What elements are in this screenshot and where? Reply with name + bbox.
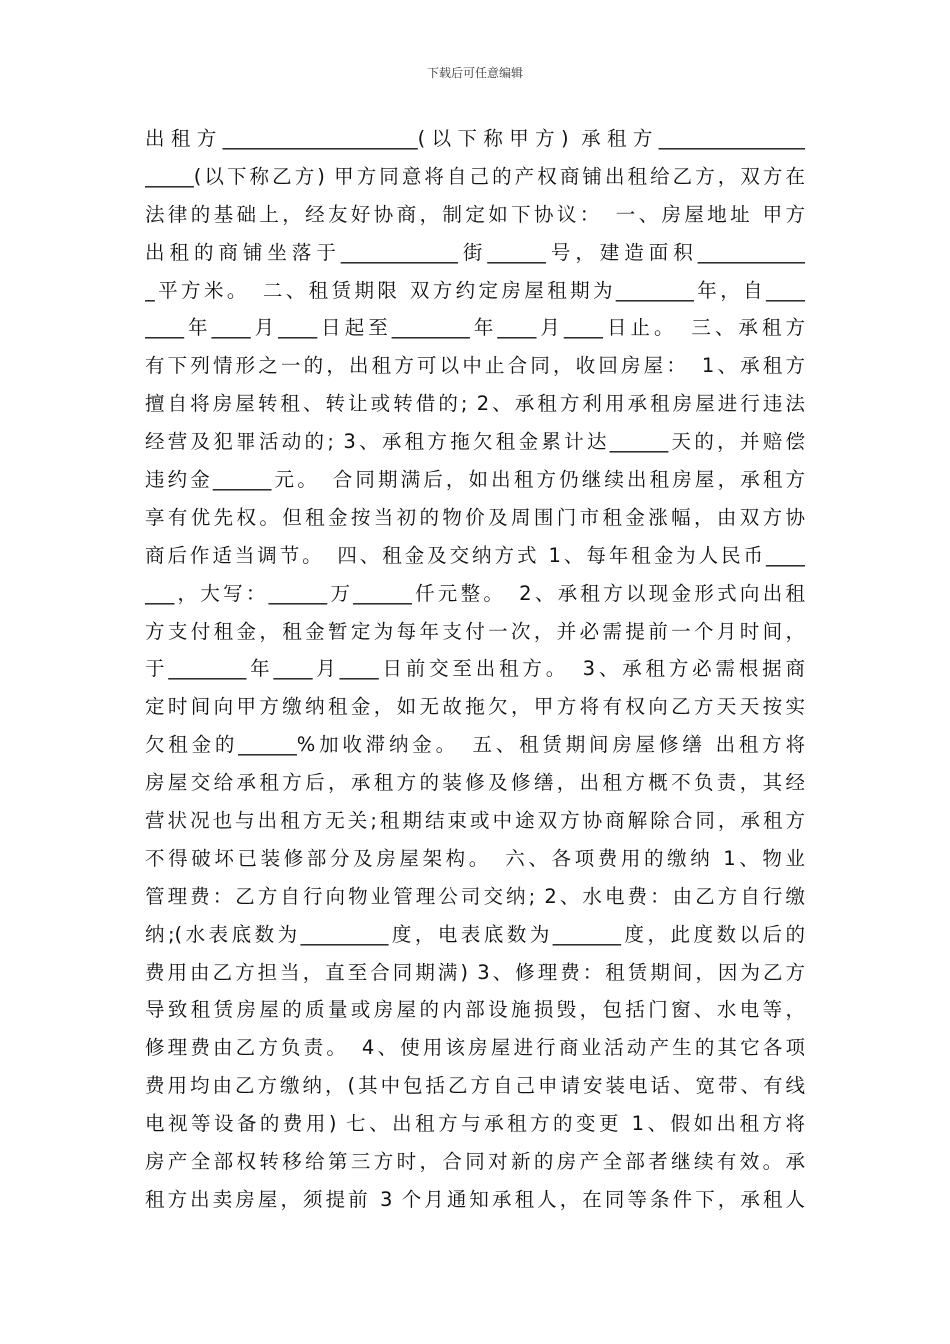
text-line: 房产全部权转移给第三方时，合同对新的房产全部者继续有效。承 [145, 1150, 805, 1174]
text-line: 导致租赁房屋的质量或房屋的内部设施损毁，包括门窗、水电等， [145, 998, 805, 1022]
text-line: 租方出卖房屋，须提前 3 个月通知承租人，在同等条件下，承租人 [145, 1187, 805, 1211]
text-line: 擅自将房屋转租、转让或转借的; 2、承租方利用承租房屋进行违法 [145, 392, 805, 416]
text-line: 营状况也与出租方无关;租期结束或中途双方协商解除合同，承租方 [145, 809, 805, 833]
text-line: 费用由乙方担当，直至合同期满) 3、修理费：租赁期间，因为乙方 [145, 960, 805, 984]
text-line: 管理费：乙方自行向物业管理公司交纳; 2、水电费：由乙方自行缴 [145, 884, 805, 908]
text-line: 经营及犯罪活动的; 3、承租方拖欠租金累计达______天的，并赔偿 [145, 430, 805, 454]
text-line: ___，大写：______万______仟元整。 2、承租方以现金形式向出租 [145, 581, 805, 605]
text-line: 享有优先权。但租金按当初的物价及周围门市租金涨幅，由双方协 [145, 505, 805, 529]
text-line: 费用均由乙方缴纳，(其中包括乙方自己申请安装电话、宽带、有线 [145, 1074, 805, 1098]
text-line: 定时间向甲方缴纳租金，如无故拖欠，甲方将有权向乙方天天按实 [145, 695, 805, 719]
text-line: 欠租金的______%加收滞纳金。 五、租赁期间房屋修缮 出租方将 [145, 733, 805, 757]
text-line: 房屋交给承租方后，承租方的装修及修缮，出租方概不负责，其经 [145, 771, 805, 795]
text-line: _____(以下称乙方) 甲方同意将自己的产权商铺出租给乙方，双方在 [145, 164, 805, 188]
text-line: 电视等设备的费用) 七、出租方与承租方的变更 1、假如出租方将 [145, 1112, 805, 1136]
text-line: 修理费由乙方负责。 4、使用该房屋进行商业活动产生的其它各项 [145, 1036, 805, 1060]
text-line: 违约金______元。 合同期满后，如出租方仍继续出租房屋，承租方 [145, 468, 805, 492]
text-line: 不得破坏已装修部分及房屋架构。 六、各项费用的缴纳 1、物业 [145, 846, 805, 870]
text-line: 商后作适当调节。 四、租金及交纳方式 1、每年租金为人民币____ [145, 543, 805, 567]
text-line: 纳;(水表底数为_________度，电表底数为_______度，此度数以后的 [145, 922, 805, 946]
text-line: 出租方____________________(以下称甲方) 承租方_______________ [145, 127, 805, 150]
text-line: 于________年____月____日前交至出租方。 3、承租方必需根据商 [145, 657, 805, 681]
text-line: 方支付租金，租金暂定为每年支付一次，并必需提前一个月时间， [145, 619, 805, 643]
page-header: 下载后可任意编辑 [426, 66, 523, 80]
text-line: 出租的商铺坐落于____________街______号，建造面积___________ [145, 240, 805, 264]
contract-body [145, 120, 805, 1219]
text-line: 法律的基础上，经友好协商，制定如下协议： 一、房屋地址 甲方 [145, 202, 805, 226]
text-line: _平方米。 二、租赁期限 双方约定房屋租期为________年，自____ [145, 278, 805, 302]
text-line: ____年____月____日起至________年____月____日止。 三、承租方 [145, 316, 805, 340]
text-line: 有下列情形之一的，出租方可以中止合同，收回房屋： 1、承租方 [145, 354, 805, 378]
